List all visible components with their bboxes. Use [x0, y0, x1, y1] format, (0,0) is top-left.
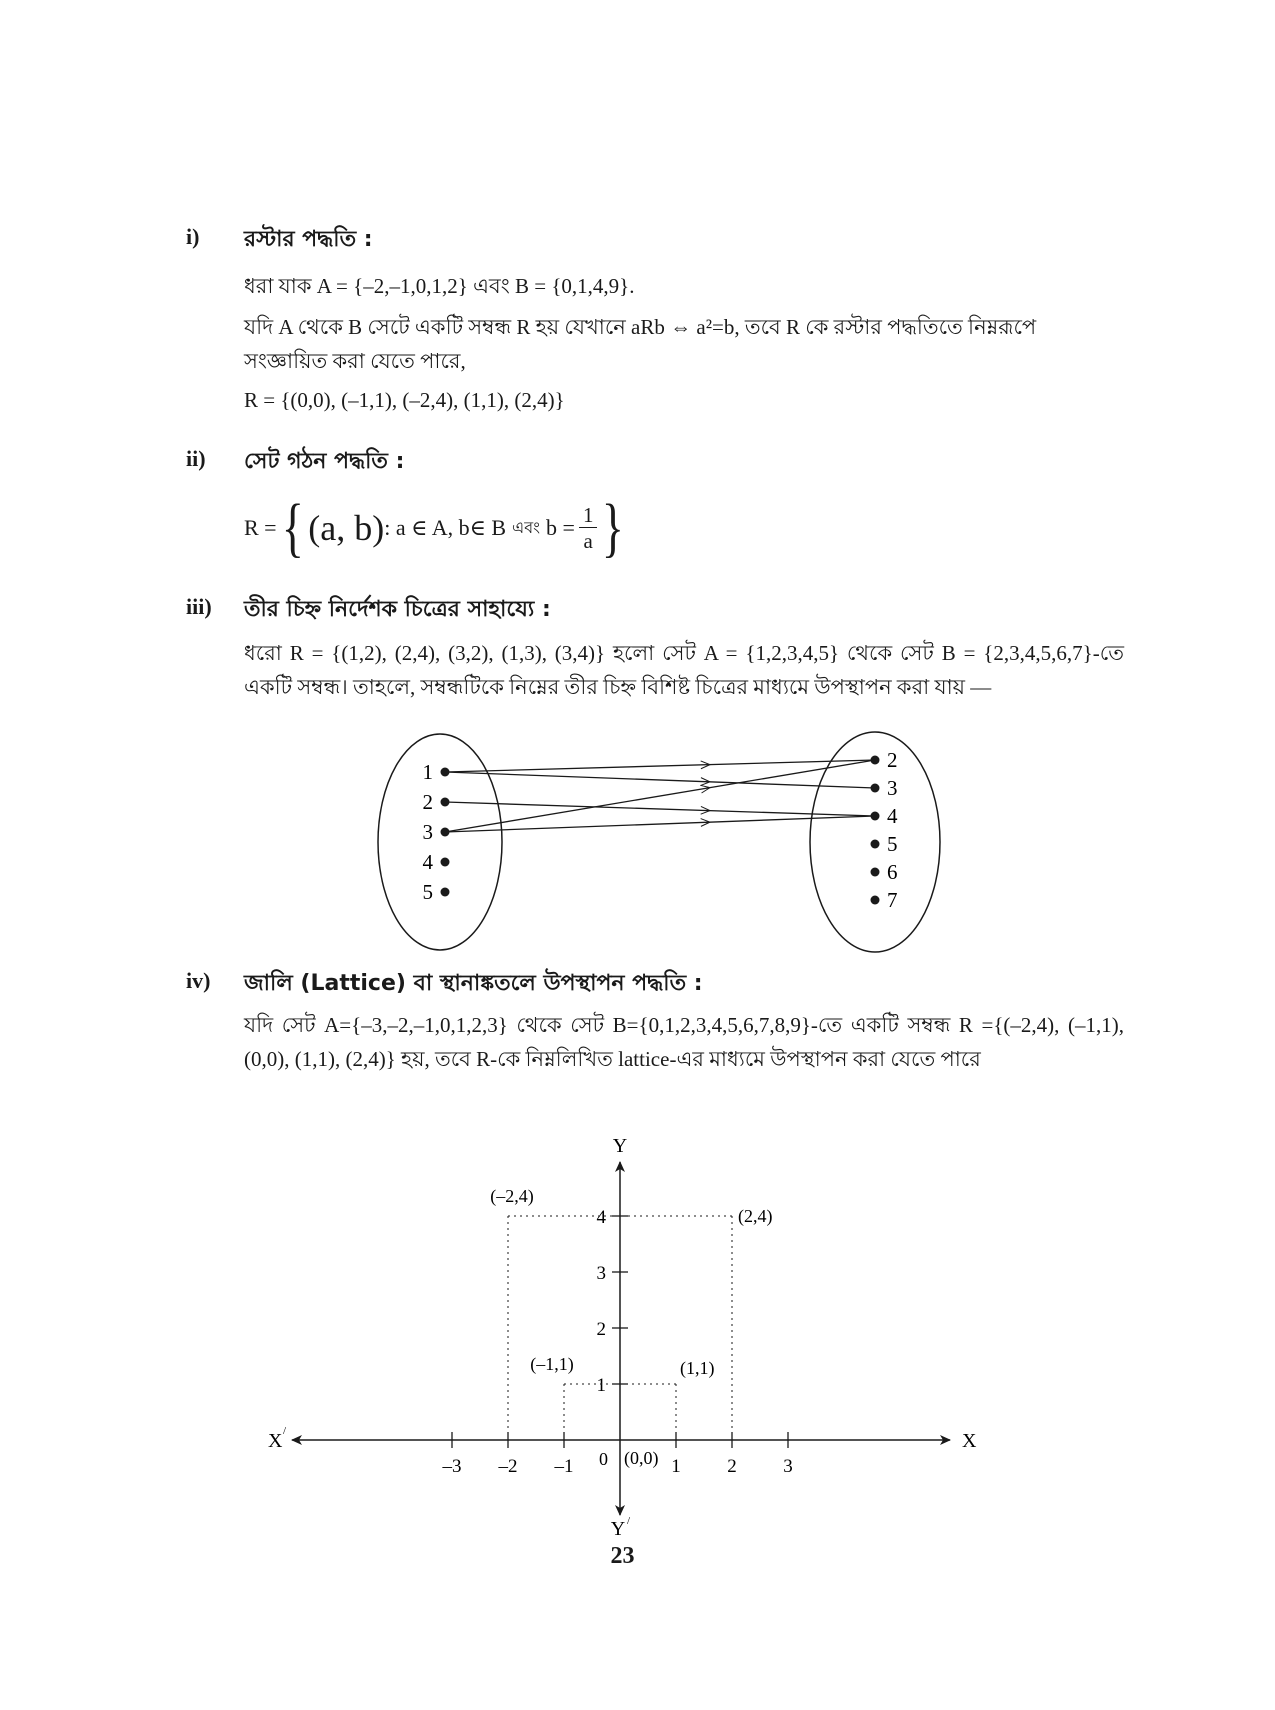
- section-4-number: iv): [186, 968, 211, 993]
- domain-point: [441, 768, 450, 777]
- section-1-number: i): [186, 224, 200, 249]
- point-label: (–1,1): [530, 1354, 574, 1374]
- codomain-label: 3: [887, 776, 898, 800]
- section-4-title: জালি (Lattice) বা স্থানাঙ্কতলে উপস্থাপন পদ্ধতি :: [244, 971, 703, 996]
- formula-fraction: [579, 503, 598, 554]
- section-1-line-3: R = {(0,0), (–1,1), (–2,4), (1,1), (2,4)}: [244, 388, 565, 412]
- y-axis-label: Y: [612, 1135, 628, 1157]
- section-1-line-2: যদি A থেকে B সেটে একটি সম্বন্ধ R হয় যেখানে aRb ⇔ a²=b, তবে R কে রস্টার পদ্ধতিতে নিম্নরূপে সংজ্ঞায়িত করা যেতে পারে,: [244, 315, 1037, 373]
- y-axis-neg-prime: /: [627, 1515, 631, 1527]
- domain-point: [441, 858, 450, 867]
- left-brace: {: [281, 491, 304, 564]
- formula-and: এবং: [512, 517, 541, 537]
- domain-point: [441, 798, 450, 807]
- x-axis-neg-prime: /: [283, 1425, 287, 1437]
- section-3-paragraph: ধরো R = {(1,2), (2,4), (3,2), (1,3), (3,4)} হলো সেট A = {1,2,3,4,5} থেকে সেট B = {2,3,4,5,6,7}-তে একটি সম্বন্ধ। তাহলে, সম্বন্ধটিকে নিম্নের তীর চিহ্ন বিশিষ্ট চিত্রের মাধ্যমে উপস্থাপন করা যায় —: [244, 641, 1124, 699]
- point-label: (–2,4): [490, 1186, 534, 1206]
- x-axis-neg-label: X: [268, 1430, 283, 1452]
- x-tick-label: 1: [671, 1456, 681, 1477]
- x-axis-label: X: [962, 1430, 977, 1452]
- relation-arrow: [445, 772, 875, 788]
- x-tick-label: –3: [442, 1456, 462, 1477]
- set-builder-formula: [244, 491, 629, 564]
- formula-lhs: R =: [244, 515, 277, 540]
- codomain-label: 6: [887, 860, 898, 884]
- codomain-point: [871, 784, 880, 793]
- point-label: (1,1): [680, 1358, 715, 1378]
- x-tick-label: 2: [727, 1456, 737, 1477]
- origin-label: 0: [599, 1449, 608, 1469]
- y-tick-label: 2: [596, 1319, 606, 1340]
- formula-pair: (a, b): [308, 508, 385, 548]
- codomain-label: 2: [887, 748, 898, 772]
- domain-label: 3: [422, 820, 433, 844]
- x-tick-label: –1: [554, 1456, 574, 1477]
- codomain-point: [871, 812, 880, 821]
- section-2-number: ii): [186, 446, 206, 471]
- page-number: 23: [610, 1543, 635, 1569]
- y-tick-label: 1: [596, 1375, 606, 1396]
- domain-label: 1: [422, 760, 433, 784]
- arrow-diagram: [370, 730, 950, 955]
- formula-b: b =: [546, 515, 575, 540]
- point-label: (0,0): [624, 1448, 659, 1468]
- y-tick-label: 3: [596, 1263, 606, 1284]
- codomain-label: 7: [887, 888, 898, 912]
- codomain-point: [871, 896, 880, 905]
- section-4-paragraph: যদি সেট A={–3,–2,–1,0,1,2,3} থেকে সেট B={0,1,2,3,4,5,6,7,8,9}-তে একটি সম্বন্ধ R ={(–2,4), (–1,1), (0,0), (1,1), (2,4)} হয়, তবে R-কে নিম্নলিখিত lattice-এর মাধ্যমে উপস্থাপন করা যেতে পারে: [244, 1013, 1124, 1071]
- codomain-point: [871, 868, 880, 877]
- x-tick-label: 3: [783, 1456, 793, 1477]
- domain-point: [441, 828, 450, 837]
- domain-point: [441, 888, 450, 897]
- right-brace: }: [602, 491, 625, 564]
- codomain-point: [871, 756, 880, 765]
- point-label: (2,4): [738, 1206, 773, 1226]
- formula-condition: : a ∈ A, b∈ B: [384, 515, 507, 540]
- section-3-title: তীর চিহ্ন নির্দেশক চিত্রের সাহায্যে :: [244, 597, 551, 622]
- section-3-number: iii): [186, 594, 212, 619]
- domain-ellipse: [378, 734, 502, 950]
- relation-arrow: [445, 802, 875, 816]
- section-1-line-1: ধরা যাক A = {–2,–1,0,1,2} এবং B = {0,1,4,9}.: [244, 274, 635, 298]
- fraction-denominator: a: [583, 528, 593, 553]
- domain-label: 2: [422, 790, 433, 814]
- codomain-point: [871, 840, 880, 849]
- y-axis-neg-label: Y: [610, 1518, 626, 1540]
- fraction-numerator: 1: [579, 503, 598, 528]
- y-tick-label: 4: [596, 1207, 606, 1228]
- section-2-title: সেট গঠন পদ্ধতি :: [244, 449, 405, 474]
- x-tick-label: –2: [498, 1456, 518, 1477]
- domain-label: 5: [422, 880, 433, 904]
- domain-label: 4: [422, 850, 433, 874]
- codomain-label: 5: [887, 832, 898, 856]
- section-1-title: রস্টার পদ্ধতি :: [244, 227, 373, 252]
- lattice-graph: [250, 1120, 1000, 1540]
- codomain-label: 4: [887, 804, 898, 828]
